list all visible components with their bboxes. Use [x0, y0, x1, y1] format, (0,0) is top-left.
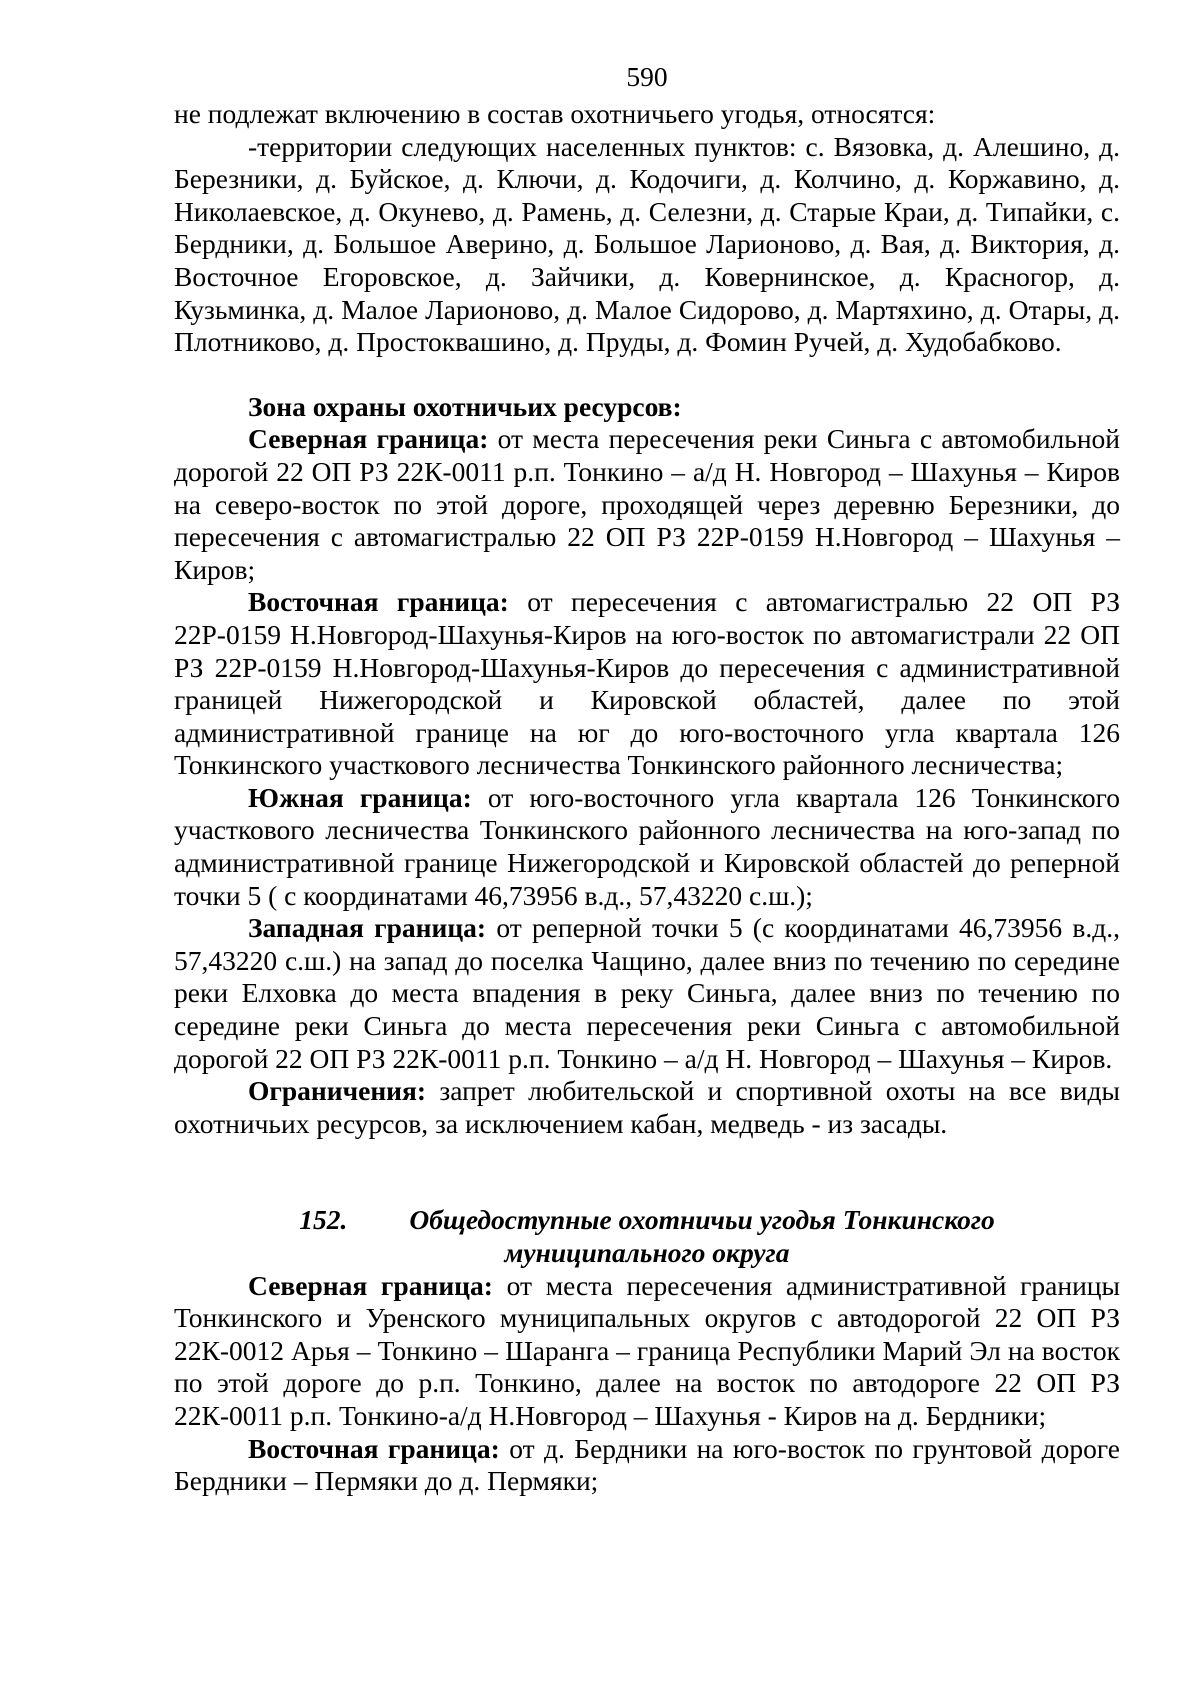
protection-zone-east	[174, 586, 1120, 782]
section-152-east	[174, 1433, 1120, 1498]
protection-zone-south	[174, 782, 1120, 912]
page-number: 590	[626, 61, 668, 92]
spacer	[174, 1140, 1120, 1204]
intro-continuation: не подлежат включению в состав охотничьего угодья, относятся:	[174, 98, 936, 129]
section-152-north-text: от места пересечения административной границы Тонкинского и Уренского муниципальных округов с автодорогой 22 ОП РЗ 22К-0012 Арья – Тонкино – Шаранга – граница Республики Марий Эл на восток по этой дороге до р.п. Тонкино, далее на восток по автодороге 22 ОП РЗ 22К-0011 р.п. Тонкино-а/д Н.Новгород – Шахунья - Киров на д. Бердники;	[174, 1269, 1121, 1431]
restrictions-text: запрет любительской и спортивной охоты на все виды охотничьих ресурсов, за исключением кабан, медведь - из засады.	[174, 1075, 1120, 1139]
section-heading-line-1	[174, 1204, 1120, 1237]
west-border-label: Западная граница:	[248, 912, 487, 944]
protection-zone-heading: Зона охраны охотничьих ресурсов:	[248, 390, 682, 422]
section-title-line-1: Общедоступные охотничьи угодья Тонкинского	[409, 1204, 995, 1236]
south-border-label: Южная граница:	[248, 781, 472, 813]
section-152-heading	[174, 1204, 1120, 1269]
section-152-north	[174, 1270, 1120, 1433]
section-number: 152.	[299, 1204, 348, 1236]
north-border-text: от места пересечения реки Синьга с автомобильной дорогой 22 ОП РЗ 22К-0011 р.п. Тонкино – а/д Н. Новгород – Шахунья – Киров на северо-восток по этой дороге, проходящей через деревню Березники, до пересечения с автомагистралью 22 ОП РЗ 22Р-0159 Н.Новгород – Шахунья – Киров;	[174, 423, 1120, 585]
east-border-text: от пересечения с автомагистралью 22 ОП РЗ 22Р-0159 Н.Новгород-Шахунья-Киров на юго-восток по автомагистрали 22 ОП РЗ 22Р-0159 Н.Новгород-Шахунья-Киров до пересечения с административной границей Нижегородской и Кировской областей, далее по этой административной границе на юг до юго-восточного угла квартала 126 Тонкинского участкового лесничества Тонкинского районного лесничества;	[174, 586, 1120, 781]
settlements-list: -территории следующих населенных пунктов: с. Вязовка, д. Алешино, д. Березники, д. Буйское, д. Ключи, д. Кодочиги, д. Колчино, д. Коржавино, д. Николаевское, д. Окунево, д. Рамень, д. Селезни, д. Старые Краи, д. Типайки, с. Бердники, д. Большое Аверино, д. Большое Ларионово, д. Вая, д. Виктория, д. Восточное Егоровское, д. Зайчики, д. Ковернинское, д. Красногор, д. Кузьминка, д. Малое Ларионово, д. Малое Сидорово, д. Мартяхино, д. Отары, д. Плотниково, д. Простоквашино, д. Пруды, д. Фомин Ручей, д. Худобабково.	[174, 130, 1120, 358]
section-152-north-label: Северная граница:	[248, 1269, 493, 1301]
spacer	[174, 359, 1120, 391]
document-page	[174, 62, 1120, 1498]
section-title-line-2: муниципального округа	[504, 1237, 790, 1268]
section-152-east-text: от д. Бердники на юго-восток по грунтовой дороге Бердники – Пермяки до д. Пермяки;	[174, 1432, 1120, 1497]
south-border-text: от юго-восточного угла квартала 126 Тонкинского участкового лесничества Тонкинского районного лесничества на юго-запад по административной границе Нижегородской и Кировской областей до реперной точки 5 ( с координатами 46,73956 в.д., 57,43220 с.ш.);	[174, 781, 1120, 911]
protection-zone-north	[174, 423, 1120, 586]
restrictions-label: Ограничения:	[248, 1075, 427, 1107]
protection-zone-west	[174, 912, 1120, 1075]
north-border-label: Северная граница:	[248, 423, 489, 455]
west-border-text: от реперной точки 5 (с координатами 46,73956 в.д., 57,43220 с.ш.) на запад до поселка Чащино, далее вниз по течению по середине реки Елховка до места впадения в реку Синьга, далее вниз по течению по середине реки Синьга до места пересечения реки Синьга с автомобильной дорогой 22 ОП РЗ 22К-0011 р.п. Тонкино – а/д Н. Новгород – Шахунья – Киров.	[174, 912, 1121, 1074]
protection-zone-restrictions	[174, 1075, 1120, 1140]
east-border-label: Восточная граница:	[248, 586, 509, 618]
section-152-east-label: Восточная граница:	[248, 1432, 500, 1464]
